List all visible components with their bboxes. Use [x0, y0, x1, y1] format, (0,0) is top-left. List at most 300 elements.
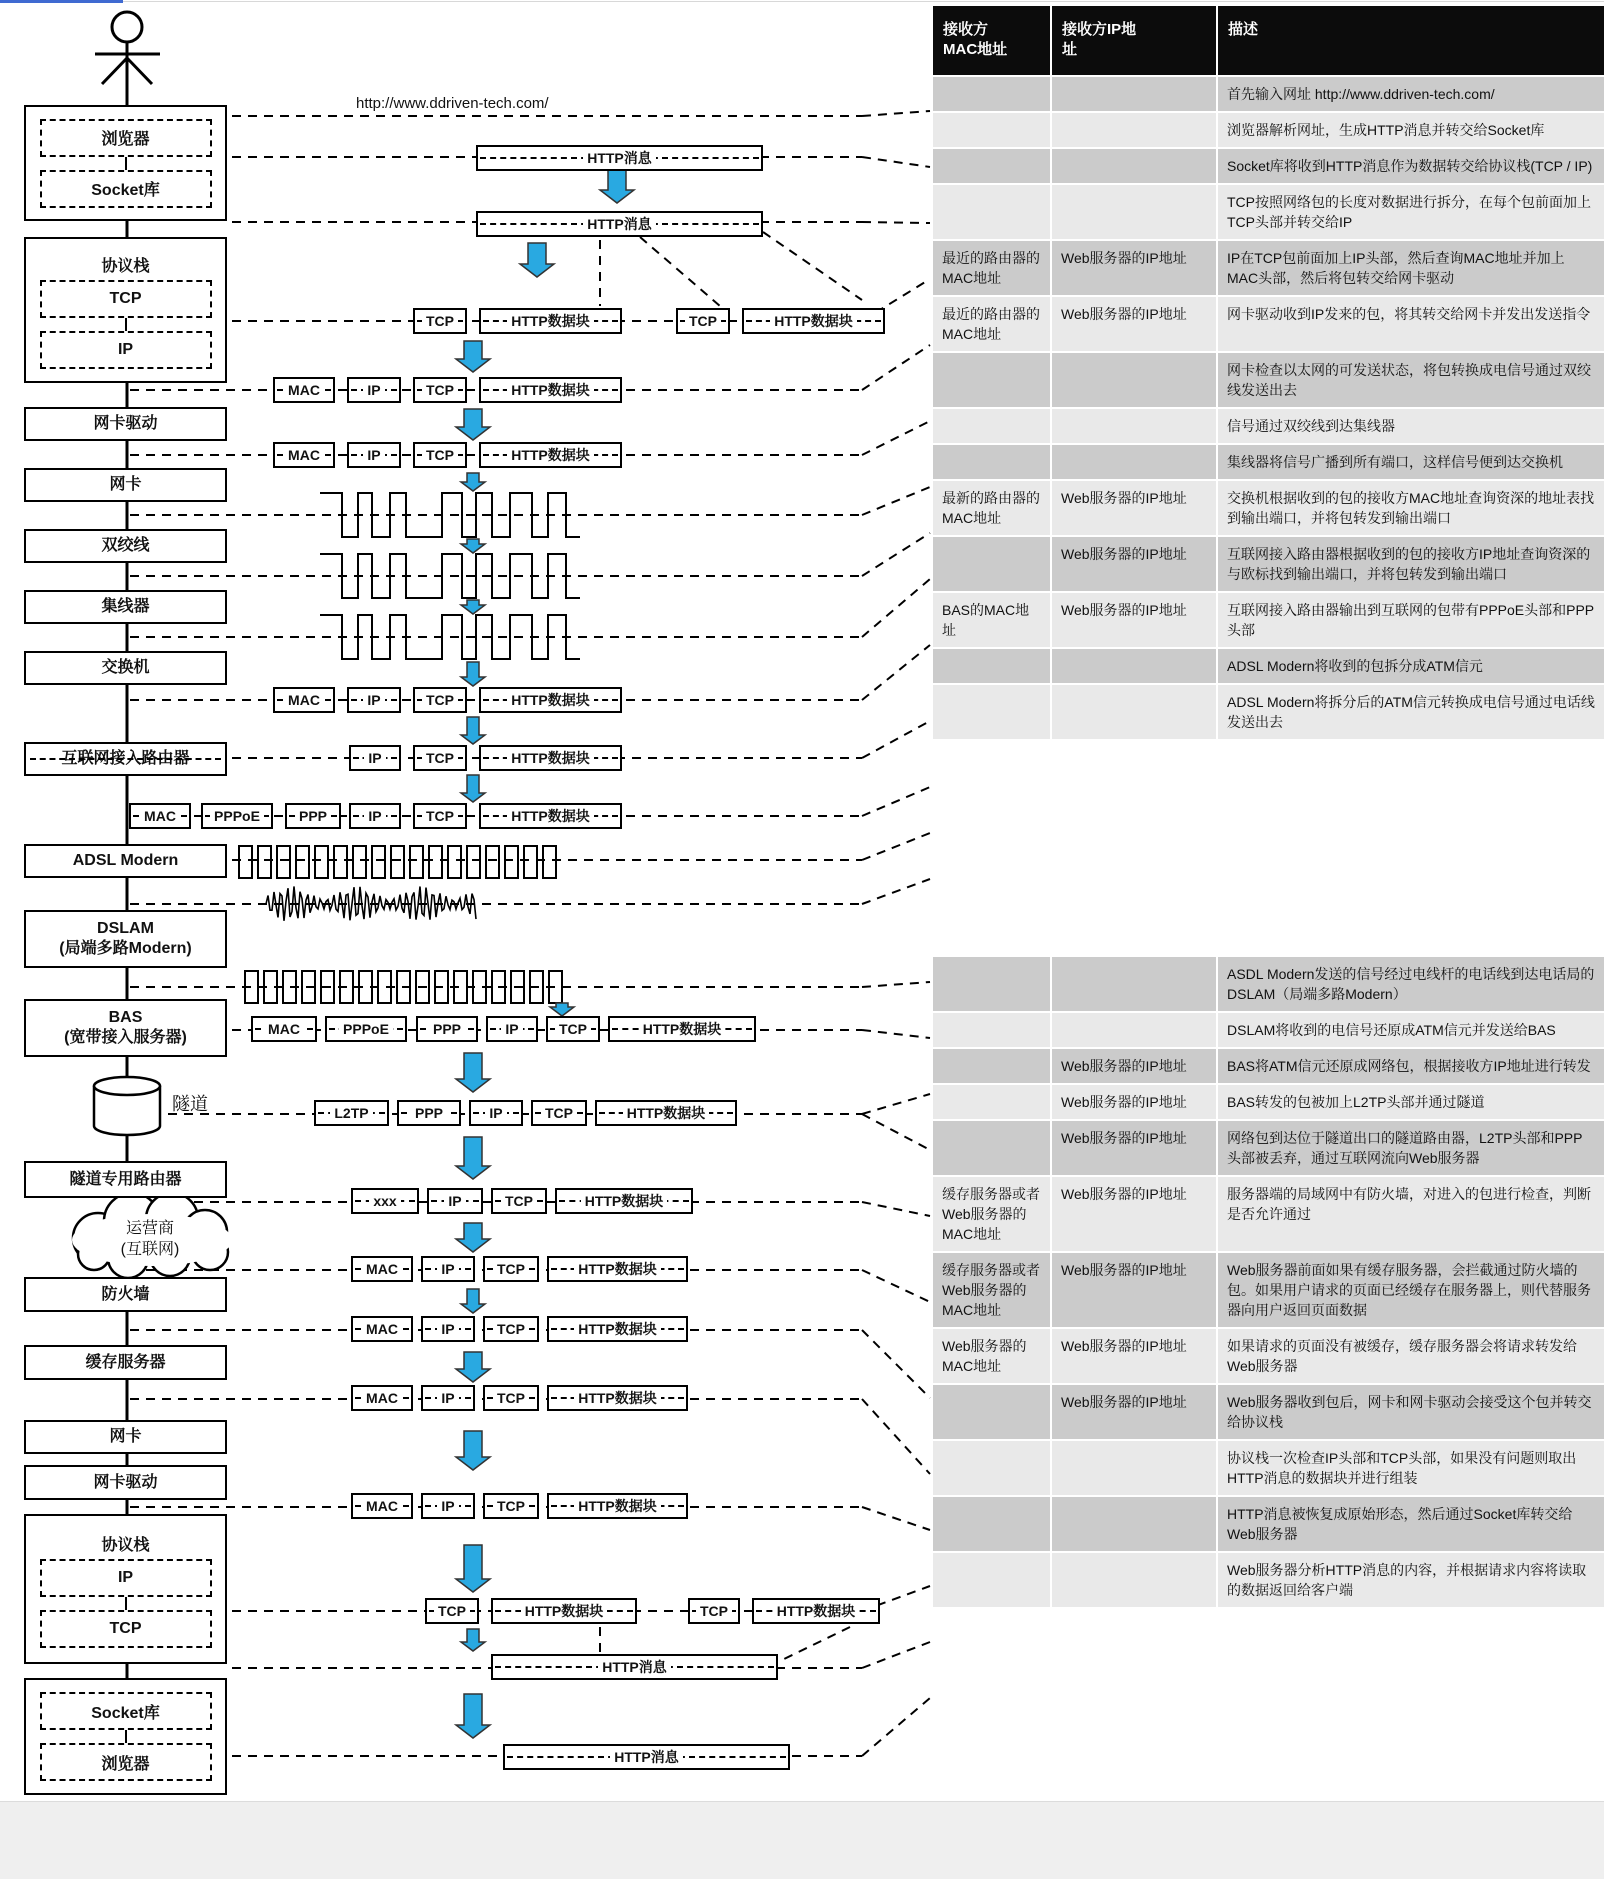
table-row	[933, 149, 1604, 183]
packet-label: HTTP消息	[610, 1747, 683, 1767]
cell-ip	[1050, 1553, 1216, 1607]
cell-ip	[1050, 685, 1216, 739]
node-browser-label: 浏览器	[101, 131, 150, 148]
server-app-container	[24, 1678, 227, 1795]
packet-label: HTTP数据块	[574, 1496, 661, 1516]
dashed-connector	[862, 1399, 930, 1474]
cell-mac	[933, 409, 1050, 443]
packet-ip	[349, 745, 401, 771]
node-nic	[24, 468, 227, 502]
node-nic-driver-2	[24, 1465, 227, 1500]
packet-ip	[349, 803, 401, 829]
cell-desc: 互联网接入路由器输出到互联网的包带有PPPoE头部和PPP头部	[1216, 593, 1604, 647]
packet-label: TCP	[501, 1193, 537, 1209]
table-row	[933, 445, 1604, 479]
protocol-stack-label: 协议栈	[101, 258, 150, 275]
cell-ip	[1050, 353, 1216, 407]
packet-http-chunk	[479, 442, 622, 468]
cell-ip: Web服务器的IP地址	[1050, 1049, 1216, 1083]
cell-desc: ASDL Modern发送的信号经过电线杆的电话线到达电话局的DSLAM（局端多路Modern）	[1216, 957, 1604, 1011]
dashed-connector	[862, 1507, 930, 1530]
dashed-connector	[862, 421, 930, 455]
packet-label: IP	[364, 750, 385, 766]
cell-mac	[933, 1013, 1050, 1047]
cell-mac	[933, 113, 1050, 147]
packet-http-msg	[476, 211, 763, 237]
cell-desc: 交换机根据收到的包的接收方MAC地址查询资深的地址表找到输出端口，并将包转发到输出端口	[1216, 481, 1604, 535]
packet-ip	[421, 1256, 475, 1282]
node-socket-2-label: Socket库	[91, 1704, 160, 1722]
cell-ip: Web服务器的IP地址	[1050, 1177, 1216, 1251]
cell-desc: BAS转发的包被加上L2TP头部并通过隧道	[1216, 1085, 1604, 1119]
packet-mac	[351, 1316, 413, 1342]
table-row	[933, 297, 1604, 351]
packet-http-chunk	[479, 687, 622, 713]
packet-label: IP	[485, 1105, 506, 1121]
node-ip	[40, 331, 212, 369]
table-row	[933, 957, 1604, 1011]
dashed-connector	[862, 345, 930, 390]
node-nic-label: 网卡	[109, 476, 142, 493]
packet-label: TCP	[422, 382, 458, 398]
atm-cell	[239, 846, 252, 878]
packet-http-chunk	[555, 1188, 693, 1214]
table-row	[933, 1085, 1604, 1119]
packet-http-chunk	[479, 377, 622, 403]
packet-label: MAC	[362, 1321, 402, 1337]
dashed-connector	[862, 1094, 930, 1114]
packet-label: TCP	[493, 1390, 529, 1406]
packet-label: TCP	[434, 1603, 470, 1619]
cell-mac	[933, 1085, 1050, 1119]
down-arrow-icon	[461, 717, 485, 744]
packet-label: TCP	[422, 750, 458, 766]
node-router-label: 互联网接入路由器	[61, 750, 190, 767]
table-row	[933, 1013, 1604, 1047]
down-arrow-icon	[456, 1352, 490, 1382]
node-twisted-pair-label: 双绞线	[101, 537, 150, 554]
packet-label: HTTP数据块	[623, 1103, 710, 1123]
cell-desc: ADSL Modern将收到的包拆分成ATM信元	[1216, 649, 1604, 683]
node-twisted-pair	[24, 529, 227, 563]
packet-label: L2TP	[330, 1105, 372, 1121]
cell-desc: 网卡检查以太网的可发送状态，将包转换成电信号通过双绞线发送出去	[1216, 353, 1604, 407]
atm-cell	[410, 846, 423, 878]
packet-label: IP	[363, 447, 384, 463]
packet-http-chunk	[479, 308, 622, 334]
atm-cell	[467, 846, 480, 878]
atm-cell	[334, 846, 347, 878]
url-label: http://www.ddriven-tech.com/	[356, 95, 549, 112]
node-hub	[24, 590, 227, 624]
dashed-connector	[862, 645, 930, 700]
isp-label-line1: 运营商	[125, 1220, 174, 1237]
node-firewall	[24, 1277, 227, 1312]
protocol-stack-container-2	[24, 1514, 227, 1664]
cell-desc: HTTP消息被恢复成原始形态，然后通过Socket库转交给Web服务器	[1216, 1497, 1604, 1551]
packet-tcp	[531, 1100, 587, 1126]
packet-label: IP	[363, 692, 384, 708]
packet-label: IP	[437, 1390, 458, 1406]
node-dslam	[24, 910, 227, 968]
cell-desc: Web服务器分析HTTP消息的内容，并根据请求内容将读取的数据返回给客户端	[1216, 1553, 1604, 1607]
table-row	[933, 649, 1604, 683]
atm-cell-train	[239, 846, 562, 1003]
packet-tcp	[483, 1256, 539, 1282]
packet-label: HTTP数据块	[507, 690, 594, 710]
packet-http-chunk	[491, 1598, 637, 1624]
atm-cell	[353, 846, 366, 878]
packet-label: MAC	[362, 1390, 402, 1406]
cell-mac: 最近的路由器的MAC地址	[942, 305, 1040, 342]
node-dslam-sublabel: (局端多路Modern)	[59, 940, 192, 957]
cell-desc: 协议栈一次检查IP头部和TCP头部，如果没有问题则取出HTTP消息的数据块并进行组装	[1216, 1441, 1604, 1495]
packet-http-chunk	[752, 1598, 880, 1624]
down-arrow-icon	[461, 1289, 485, 1313]
cell-ip	[1050, 409, 1216, 443]
cell-mac: 缓存服务器或者Web服务器的MAC地址	[942, 1186, 1040, 1242]
packet-mac	[129, 803, 191, 829]
cell-ip	[1050, 445, 1216, 479]
packet-label: PPP	[295, 808, 331, 824]
packet-label: HTTP数据块	[770, 311, 857, 331]
connector-line	[125, 1730, 127, 1743]
cell-ip: Web服务器的IP地址	[1050, 241, 1216, 295]
packet-mac	[273, 377, 335, 403]
packet-tcp	[413, 308, 467, 334]
atm-cell	[258, 846, 271, 878]
isp-label-line2: (互联网)	[120, 1240, 180, 1258]
packet-ppp	[416, 1016, 478, 1042]
packet-ip	[347, 687, 401, 713]
packet-label: TCP	[422, 313, 458, 329]
cell-mac	[933, 649, 1050, 683]
dashed-connector	[640, 237, 720, 306]
packet-label: TCP	[493, 1261, 529, 1277]
packet-http-msg	[476, 145, 763, 171]
cell-mac	[933, 149, 1050, 183]
packet-label: IP	[501, 1021, 522, 1037]
cell-desc: BAS将ATM信元还原成网络包，根据接收方IP地址进行转发	[1216, 1049, 1604, 1083]
packet-label: IP	[364, 808, 385, 824]
cell-mac	[933, 1385, 1050, 1439]
table-row	[933, 1497, 1604, 1551]
cell-desc: 信号通过双绞线到达集线器	[1216, 409, 1604, 443]
packet-tcp	[413, 803, 467, 829]
packet-label: MAC	[140, 808, 180, 824]
dashed-connector	[862, 111, 930, 116]
node-tcp	[40, 280, 212, 318]
cell-mac	[933, 1121, 1050, 1175]
node-switch	[24, 651, 227, 685]
down-arrow-icon	[461, 473, 485, 491]
node-dslam-label: DSLAM	[97, 920, 154, 937]
table-row	[933, 537, 1604, 591]
atm-cell	[524, 846, 537, 878]
packet-tcp	[425, 1598, 479, 1624]
packet-label: TCP	[696, 1603, 732, 1619]
packet-address-table-2	[933, 955, 1604, 1609]
cell-ip: Web服务器的IP地址	[1050, 537, 1216, 591]
cell-desc: 服务器端的局域网中有防火墙，对进入的包进行检查，判断是否允许通过	[1216, 1177, 1604, 1251]
packet-label: HTTP数据块	[773, 1601, 860, 1621]
dashed-connector	[862, 1114, 930, 1150]
isp-cloud-label	[60, 1219, 240, 1261]
dashed-connector	[862, 982, 930, 987]
packet-ip	[347, 442, 401, 468]
atm-cell	[543, 846, 556, 878]
dashed-connector	[862, 157, 930, 167]
cell-ip: Web服务器的IP地址	[1050, 1121, 1216, 1175]
node-nic-2-label: 网卡	[109, 1428, 142, 1445]
atm-cell	[296, 846, 309, 878]
cell-desc: 浏览器解析网址，生成HTTP消息并转交给Socket库	[1216, 113, 1604, 147]
packet-label: MAC	[362, 1261, 402, 1277]
node-ip-2	[40, 1559, 212, 1597]
node-browser	[40, 119, 212, 157]
node-tunnel-router	[24, 1161, 227, 1198]
packet-tcp	[491, 1188, 547, 1214]
packet-tcp	[413, 687, 467, 713]
packet-http-chunk	[742, 308, 885, 334]
packet-label: HTTP消息	[598, 1657, 671, 1677]
packet-label: TCP	[541, 1105, 577, 1121]
cell-ip	[1050, 113, 1216, 147]
packet-label: HTTP数据块	[507, 311, 594, 331]
cell-ip	[1050, 77, 1216, 111]
node-bas-sublabel: (宽带接入服务器)	[64, 1029, 187, 1046]
cell-desc: 首先输入网址 http://www.ddriven-tech.com/	[1216, 77, 1604, 111]
packet-ip	[469, 1100, 523, 1126]
cell-ip: Web服务器的IP地址	[1050, 1385, 1216, 1439]
packet-label: MAC	[284, 692, 324, 708]
packet-tcp	[676, 308, 730, 334]
down-arrow-icon	[456, 1223, 490, 1252]
node-nic-driver	[24, 407, 227, 441]
table-row	[933, 1329, 1604, 1383]
atm-cell	[391, 846, 404, 878]
packet-label: HTTP数据块	[581, 1191, 668, 1211]
cell-desc: 互联网接入路由器根据收到的包的接收方IP地址查询资深的与欧标找到输出端口，并将包转发到输出端口	[1216, 537, 1604, 591]
packet-label: PPPoE	[339, 1021, 393, 1037]
dashed-connector	[763, 232, 862, 300]
dashed-connector	[782, 1627, 850, 1660]
cell-mac	[933, 353, 1050, 407]
connector-line	[125, 157, 127, 170]
packet-ip	[486, 1016, 538, 1042]
node-nic-2	[24, 1420, 227, 1454]
down-arrow-icon	[461, 539, 485, 553]
packet-pppoe	[201, 803, 273, 829]
packet-label: PPPoE	[210, 808, 264, 824]
table-row	[933, 685, 1604, 739]
packet-http-chunk	[608, 1016, 756, 1042]
cell-mac	[933, 1497, 1050, 1551]
down-arrow-icon	[550, 1003, 574, 1016]
down-arrow-icon	[456, 1545, 490, 1592]
cell-desc: IP在TCP包前面加上IP头部，然后查询MAC地址并加上MAC头部，然后将包转交给网卡驱动	[1216, 241, 1604, 295]
packet-http-chunk	[547, 1385, 688, 1411]
packet-label: PPP	[429, 1021, 465, 1037]
packet-label: IP	[444, 1193, 465, 1209]
table-row	[933, 241, 1604, 295]
table-row	[933, 185, 1604, 239]
down-arrow-icon	[461, 775, 485, 802]
table-row	[933, 481, 1604, 535]
cell-ip	[1050, 149, 1216, 183]
node-ip-2-label: IP	[117, 1569, 134, 1586]
table-row	[933, 77, 1604, 111]
cell-desc: Web服务器前面如果有缓存服务器，会拦截通过防火墙的包。如果用户请求的页面已经缓存在服务器上，则代替服务器向用户返回页面数据	[1216, 1253, 1604, 1327]
packet-tcp	[546, 1016, 600, 1042]
down-arrow-icon	[461, 600, 485, 614]
table-row	[933, 593, 1604, 647]
packet-http-msg	[491, 1654, 778, 1680]
packet-mac	[351, 1493, 413, 1519]
node-bas	[24, 999, 227, 1057]
dashed-connector	[862, 1642, 930, 1668]
dashed-connector	[862, 787, 930, 816]
cell-mac: BAS的MAC地址	[942, 601, 1030, 638]
node-tcp-label: TCP	[109, 290, 142, 307]
packet-http-chunk	[547, 1316, 688, 1342]
dashed-connector	[862, 1270, 930, 1302]
packet-label: HTTP消息	[583, 214, 656, 234]
packet-xxx	[351, 1188, 419, 1214]
top-divider-line	[123, 1, 1604, 2]
node-adsl-label: ADSL Modern	[72, 852, 179, 869]
tunnel-label: 隧道	[172, 1094, 208, 1114]
node-nic-driver-label: 网卡驱动	[93, 415, 158, 432]
packet-mac	[251, 1016, 317, 1042]
packet-label: MAC	[362, 1498, 402, 1514]
cell-desc: DSLAM将收到的电信号还原成ATM信元并发送给BAS	[1216, 1013, 1604, 1047]
down-arrow-icon	[461, 662, 485, 686]
packet-l2tp	[314, 1100, 389, 1126]
dashed-connector	[862, 833, 930, 860]
node-browser-2-label: 浏览器	[101, 1755, 150, 1773]
tunnel-cylinder-icon	[94, 1077, 160, 1135]
cell-ip: Web服务器的IP地址	[1050, 1253, 1216, 1327]
packet-ip	[421, 1316, 475, 1342]
atm-cell	[315, 846, 328, 878]
dashed-connector	[862, 1330, 930, 1398]
cell-ip: Web服务器的IP地址	[1050, 481, 1216, 535]
down-arrow-icon	[456, 1137, 490, 1179]
down-arrow-icon	[461, 1629, 485, 1651]
cell-mac: 最新的路由器的MAC地址	[942, 489, 1040, 526]
packet-label: HTTP数据块	[639, 1019, 726, 1039]
protocol-stack-container	[24, 237, 227, 383]
cell-ip	[1050, 185, 1216, 239]
cell-ip: Web服务器的IP地址	[1050, 1085, 1216, 1119]
cell-mac: 缓存服务器或者Web服务器的MAC地址	[942, 1262, 1040, 1318]
packet-label: PPP	[411, 1105, 447, 1121]
table-row	[933, 1441, 1604, 1495]
down-arrow-icon	[520, 243, 554, 277]
dashed-connector	[862, 879, 930, 904]
packet-label: xxx	[369, 1193, 400, 1209]
node-browser-2	[40, 1743, 212, 1781]
cell-mac	[933, 445, 1050, 479]
packet-ip	[421, 1385, 475, 1411]
down-arrow-icon	[456, 1694, 490, 1738]
table-row	[933, 1385, 1604, 1439]
cell-desc: 网卡驱动收到IP发来的包，将其转交给网卡并发出发送指令	[1216, 297, 1604, 351]
packet-label: HTTP数据块	[574, 1259, 661, 1279]
node-socket-lib	[40, 170, 212, 208]
packet-ip	[421, 1493, 475, 1519]
cell-desc: Web服务器收到包后，网卡和网卡驱动会接受这个包并转交给协议栈	[1216, 1385, 1604, 1439]
protocol-stack-2-label: 协议栈	[101, 1537, 150, 1554]
cell-mac	[933, 1441, 1050, 1495]
packet-label: TCP	[422, 692, 458, 708]
packet-http-msg	[503, 1744, 790, 1770]
packet-ip	[427, 1188, 483, 1214]
table-row	[933, 353, 1604, 407]
table-row	[933, 1253, 1604, 1327]
connector-line	[125, 318, 127, 331]
packet-ppp	[285, 803, 341, 829]
cell-ip: Web服务器的IP地址	[1050, 593, 1216, 647]
packet-tcp	[413, 745, 467, 771]
node-switch-label: 交换机	[101, 659, 150, 676]
cell-mac: 最近的路由器的MAC地址	[942, 249, 1040, 286]
packet-label: MAC	[264, 1021, 304, 1037]
packet-http-chunk	[547, 1256, 688, 1282]
node-firewall-label: 防火墙	[101, 1285, 150, 1303]
cell-ip: Web服务器的IP地址	[1050, 297, 1216, 351]
packet-mac	[273, 687, 335, 713]
down-arrow-icon	[456, 341, 490, 372]
cell-mac: Web服务器的MAC地址	[942, 1338, 1027, 1374]
table-row	[933, 113, 1604, 147]
cell-ip: Web服务器的IP地址	[1050, 1329, 1216, 1383]
header-mac: 接收方MAC地址	[933, 6, 1050, 75]
down-arrow-icon	[456, 1053, 490, 1092]
packet-label: IP	[437, 1321, 458, 1337]
dashed-connector	[862, 721, 930, 758]
table-row	[933, 1177, 1604, 1251]
cell-mac	[933, 77, 1050, 111]
down-arrow-icon	[456, 409, 490, 440]
dashed-connector	[862, 222, 930, 223]
cell-desc: TCP按照网络包的长度对数据进行拆分，在每个包前面加上TCP头部并转交给IP	[1216, 185, 1604, 239]
table-row	[933, 1553, 1604, 1607]
cell-mac	[933, 537, 1050, 591]
packet-tcp	[413, 377, 467, 403]
packet-label: HTTP消息	[583, 148, 656, 168]
dashed-connector	[862, 1030, 930, 1038]
packet-label: IP	[437, 1498, 458, 1514]
cell-mac	[933, 185, 1050, 239]
packet-label: HTTP数据块	[507, 748, 594, 768]
table-header-row	[933, 6, 1604, 75]
cell-mac	[933, 1553, 1050, 1607]
packet-label: MAC	[284, 382, 324, 398]
cell-desc: 网络包到达位于隧道出口的隧道路由器，L2TP头部和PPP头部被丢弃，通过互联网流向Web服务器	[1216, 1121, 1604, 1175]
cell-ip	[1050, 957, 1216, 1011]
packet-mac	[351, 1256, 413, 1282]
atm-cell	[429, 846, 442, 878]
cell-desc: Socket库将收到HTTP消息作为数据转交给协议栈(TCP / IP)	[1216, 149, 1604, 183]
packet-label: TCP	[555, 1021, 591, 1037]
client-app-container	[24, 105, 227, 221]
node-socket-lib-2	[40, 1692, 212, 1730]
packet-ppp	[397, 1100, 461, 1126]
packet-label: HTTP数据块	[521, 1601, 608, 1621]
packet-pppoe	[325, 1016, 407, 1042]
